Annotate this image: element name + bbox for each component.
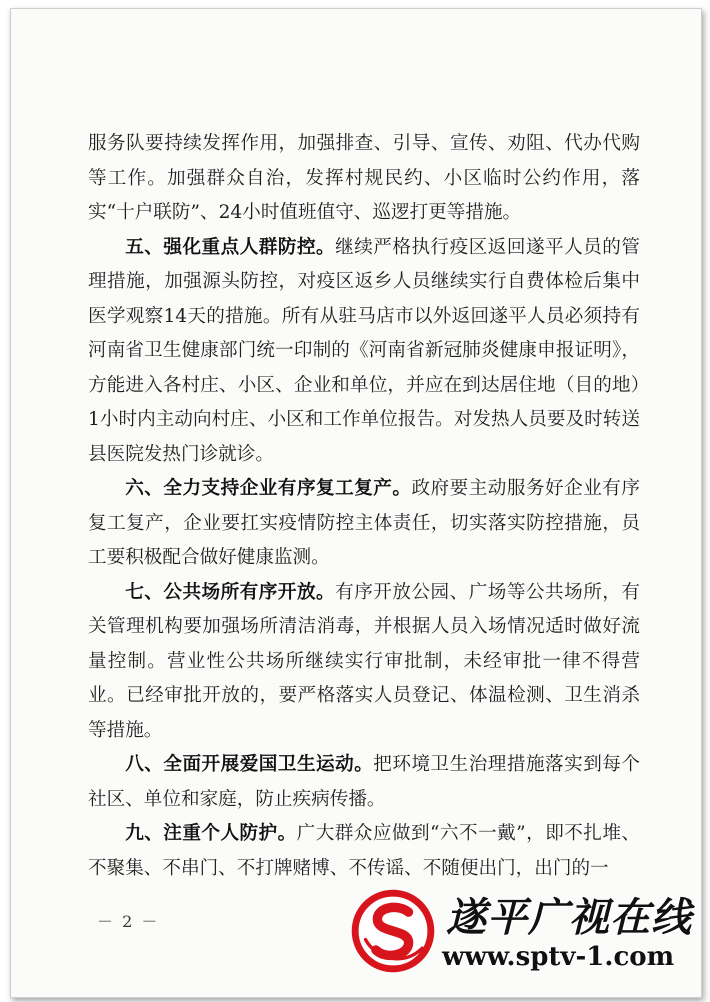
paragraph-section-9 (88, 817, 640, 886)
paragraph-text: 服务队要持续发挥作用，加强排查、引导、宣传、劝阻、代办代购等工作。加强群众自治，发挥村规民约、小区临时公约作用，落实“十户联防”、24小时值班值守、巡逻打更等措施。 (88, 133, 640, 223)
paragraph-text: 有序开放公园、广场等公共场所，有关管理机构要加强场所清洁消毒，并根据人员入场情况适时做好流量控制。营业性公共场所继续实行审批制，未经审批一律不得营业。已经审批开放的，要严格落实人员登记、体温检测、卫生消杀等措施。 (88, 581, 640, 741)
paragraph-section-5 (88, 231, 640, 473)
sptv-logo-icon (350, 888, 436, 974)
paragraph-continuation (88, 127, 640, 231)
document-page (10, 8, 702, 998)
document-body (88, 127, 640, 886)
paragraph-lead: 六、全力支持企业有序复工复产。 (125, 478, 412, 499)
paragraph-lead: 五、强化重点人群防控。 (125, 236, 336, 258)
site-watermark (350, 880, 700, 990)
paragraph-lead: 八、全面开展爱国卫生运动。 (125, 754, 374, 775)
paragraph-text: 把环境卫生治理措施落实到每个社区、单位和家庭，防止疾病传播。 (88, 754, 640, 810)
paragraph-section-8 (88, 748, 640, 817)
watermark-name: 遂平广视在线 (446, 894, 692, 941)
paragraph-text: 继续严格执行疫区返回遂平人员的管理措施，加强源头防控，对疫区返乡人员继续实行自费体检后集中医学观察14天的措施。所有从驻马店市以外返回遂平人员必须持有河南省卫生健康部门统一印制的《河南省新冠肺炎健康申报证明》，方能进入各村庄、小区、企业和单位，并应在到达居住地（目的地）1小时内主动向村庄、小区和工作单位报告。对发热人员要及时转送县医院发热门诊就诊。 (88, 236, 640, 465)
paragraph-text: 政府要主动服务好企业有序复工复产，企业要扛实疫情防控主体责任，切实落实防控措施，员工要积极配合做好健康监测。 (88, 478, 640, 568)
page-number: － 2 － (97, 912, 160, 931)
paragraph-text: 广大群众应做到“六不一戴”，即不扎堆、不聚集、不串门、不打牌赌博、不传谣、不随便出门，出门的一 (88, 823, 640, 879)
watermark-url: www.sptv-1.com (442, 942, 675, 972)
paragraph-lead: 七、公共场所有序开放。 (125, 581, 336, 603)
paragraph-lead: 九、注重个人防护。 (125, 823, 297, 844)
paragraph-section-6 (88, 472, 640, 576)
paragraph-section-7 (88, 576, 640, 749)
